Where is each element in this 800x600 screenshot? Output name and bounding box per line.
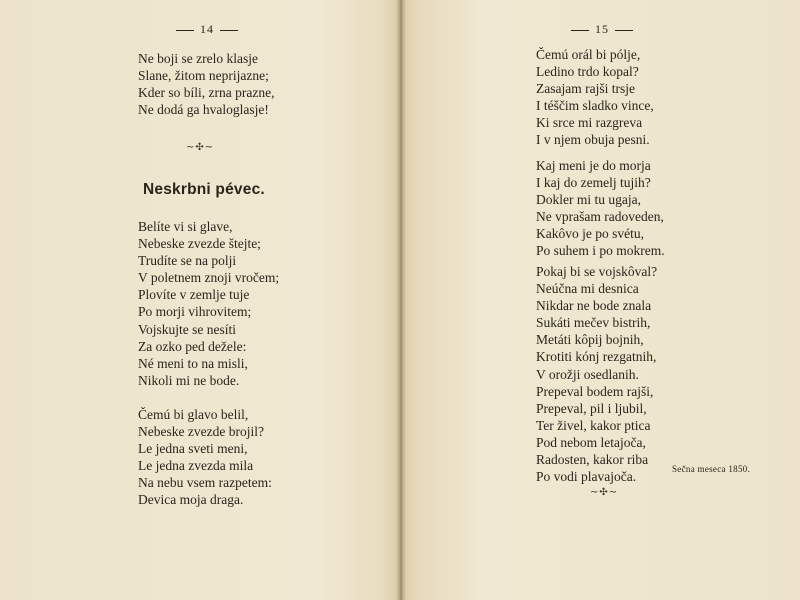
- stanza-2-right: [536, 157, 665, 260]
- verse-line: Za ozko ped dežele:: [138, 338, 247, 354]
- verse-line: Kder so bíli, zrna prazne,: [138, 85, 275, 101]
- verse-line: Po suhem i po mokrem.: [536, 243, 665, 259]
- page-number-right: 15: [565, 22, 639, 37]
- verse-line: Ne vprašam radoveden,: [536, 209, 664, 225]
- right-page: [402, 0, 800, 600]
- page-number-left: 14: [170, 22, 244, 37]
- verse-line: Sukáti mečev bistrih,: [536, 315, 651, 331]
- verse-line: Vojskujte se nesíti: [138, 321, 237, 337]
- verse-line: Belíte vi si glave,: [138, 219, 233, 234]
- verse-line: I v njem obuja pesni.: [536, 132, 650, 148]
- stanza-3-right: [536, 263, 657, 485]
- left-page: [0, 0, 398, 600]
- dash-decoration: [615, 30, 633, 31]
- verse-line: Dokler mi tu ugaja,: [536, 192, 641, 208]
- verse-line: Prepeval, pil i ljubil,: [536, 400, 647, 416]
- ornament-fleuron-icon: ~✣~: [590, 487, 619, 498]
- dash-decoration: [571, 30, 589, 31]
- verse-line: Po vodi plavajoča.: [536, 469, 637, 485]
- verse-line: V orožji osedlanih.: [536, 366, 639, 382]
- verse-line: Pod nebom letajoča,: [536, 434, 646, 450]
- verse-line: Metáti kôpij bojnih,: [536, 332, 644, 348]
- poem-title: Neskrbni pévec.: [143, 181, 265, 198]
- verse-line: I kaj do zemelj tujih?: [536, 175, 651, 191]
- dash-decoration: [220, 30, 238, 31]
- ornament-fleuron-icon: ~✣~: [186, 142, 215, 153]
- verse-line: Plovíte v zemlje tuje: [138, 287, 250, 303]
- verse-line: Le jedna sveti meni,: [138, 441, 248, 457]
- verse-line: Slane, žitom neprijazne;: [138, 68, 269, 84]
- date-signature: Sečna meseca 1850.: [672, 464, 751, 474]
- verse-line: Prepeval bodem rajši,: [536, 383, 654, 399]
- verse-line: Ledino trdo kopal?: [536, 64, 639, 80]
- verse-line: V poletnem znoji vročem;: [138, 270, 280, 286]
- verse-line: Ki srce mi razgreva: [536, 115, 643, 131]
- verse-line: Ne dodá ga hvaloglasje!: [138, 102, 269, 118]
- verse-line: Né meni to na misli,: [138, 355, 248, 371]
- stanza-continued: [138, 50, 274, 118]
- verse-line: Čemú orál bi pólje,: [536, 47, 641, 62]
- verse-line: Čemú bi glavo belil,: [138, 407, 249, 422]
- verse-line: Ter živel, kakor ptica: [536, 417, 651, 433]
- verse-line: Nebeske zvezde brojil?: [138, 424, 264, 440]
- verse-line: Kakôvo je po svétu,: [536, 226, 644, 242]
- verse-line: Pokaj bi se vojskôval?: [536, 264, 658, 279]
- verse-line: Trudíte se na polji: [138, 253, 237, 269]
- stanza-1: [138, 218, 279, 389]
- dash-decoration: [176, 30, 194, 31]
- verse-line: Zasajam rajši trsje: [536, 81, 635, 97]
- verse-line: Radosten, kakor riba: [536, 452, 649, 468]
- verse-line: Krotiti kónj rezgatnih,: [536, 349, 657, 365]
- verse-line: Nebeske zvezde štejte;: [138, 236, 261, 252]
- verse-line: Ne boji se zrelo klasje: [138, 51, 258, 66]
- verse-line: Nikdar ne bode znala: [536, 298, 652, 314]
- verse-line: Le jedna zvezda mila: [138, 458, 254, 474]
- stanza-2: [138, 406, 272, 509]
- stanza-1-right: [536, 46, 654, 149]
- verse-line: Devica moja draga.: [138, 492, 244, 508]
- verse-line: Nikoli mi ne bode.: [138, 372, 240, 388]
- verse-line: Kaj meni je do morja: [536, 158, 651, 173]
- verse-line: I téščim sladko vince,: [536, 98, 654, 114]
- verse-line: Na nebu vsem razpetem:: [138, 475, 272, 491]
- verse-line: Po morji vihrovitem;: [138, 304, 252, 320]
- verse-line: Neúčna mi desnica: [536, 281, 639, 297]
